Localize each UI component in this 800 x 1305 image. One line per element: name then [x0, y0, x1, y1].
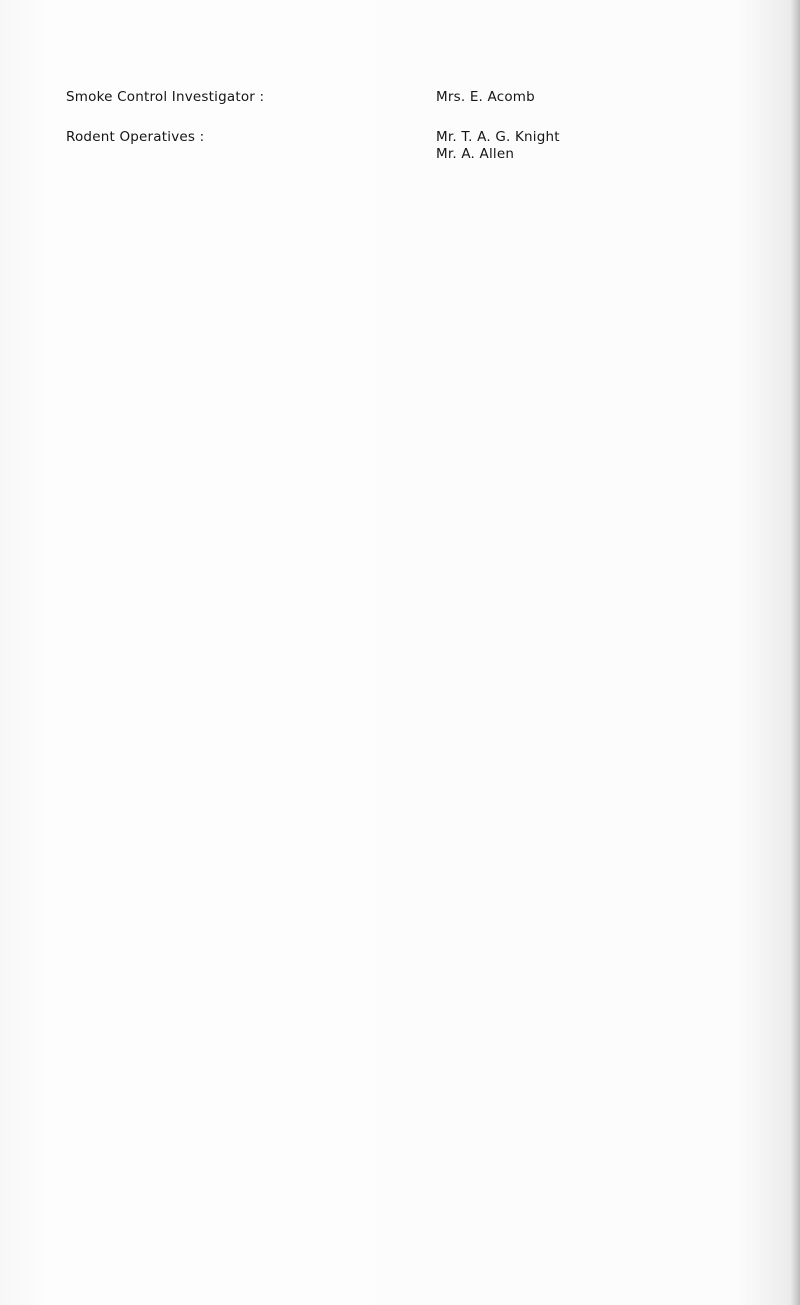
staff-name-rodent-operative-2: Mr. A. Allen [436, 146, 515, 162]
staff-name-smoke-control: Mrs. E. Acomb [436, 89, 535, 105]
page-edge-shadow [790, 0, 800, 1305]
staff-name-rodent-operative-1: Mr. T. A. G. Knight [436, 129, 560, 145]
role-label-rodent-operatives: Rodent Operatives : [66, 129, 205, 145]
role-label-smoke-control: Smoke Control Investigator : [66, 89, 265, 105]
